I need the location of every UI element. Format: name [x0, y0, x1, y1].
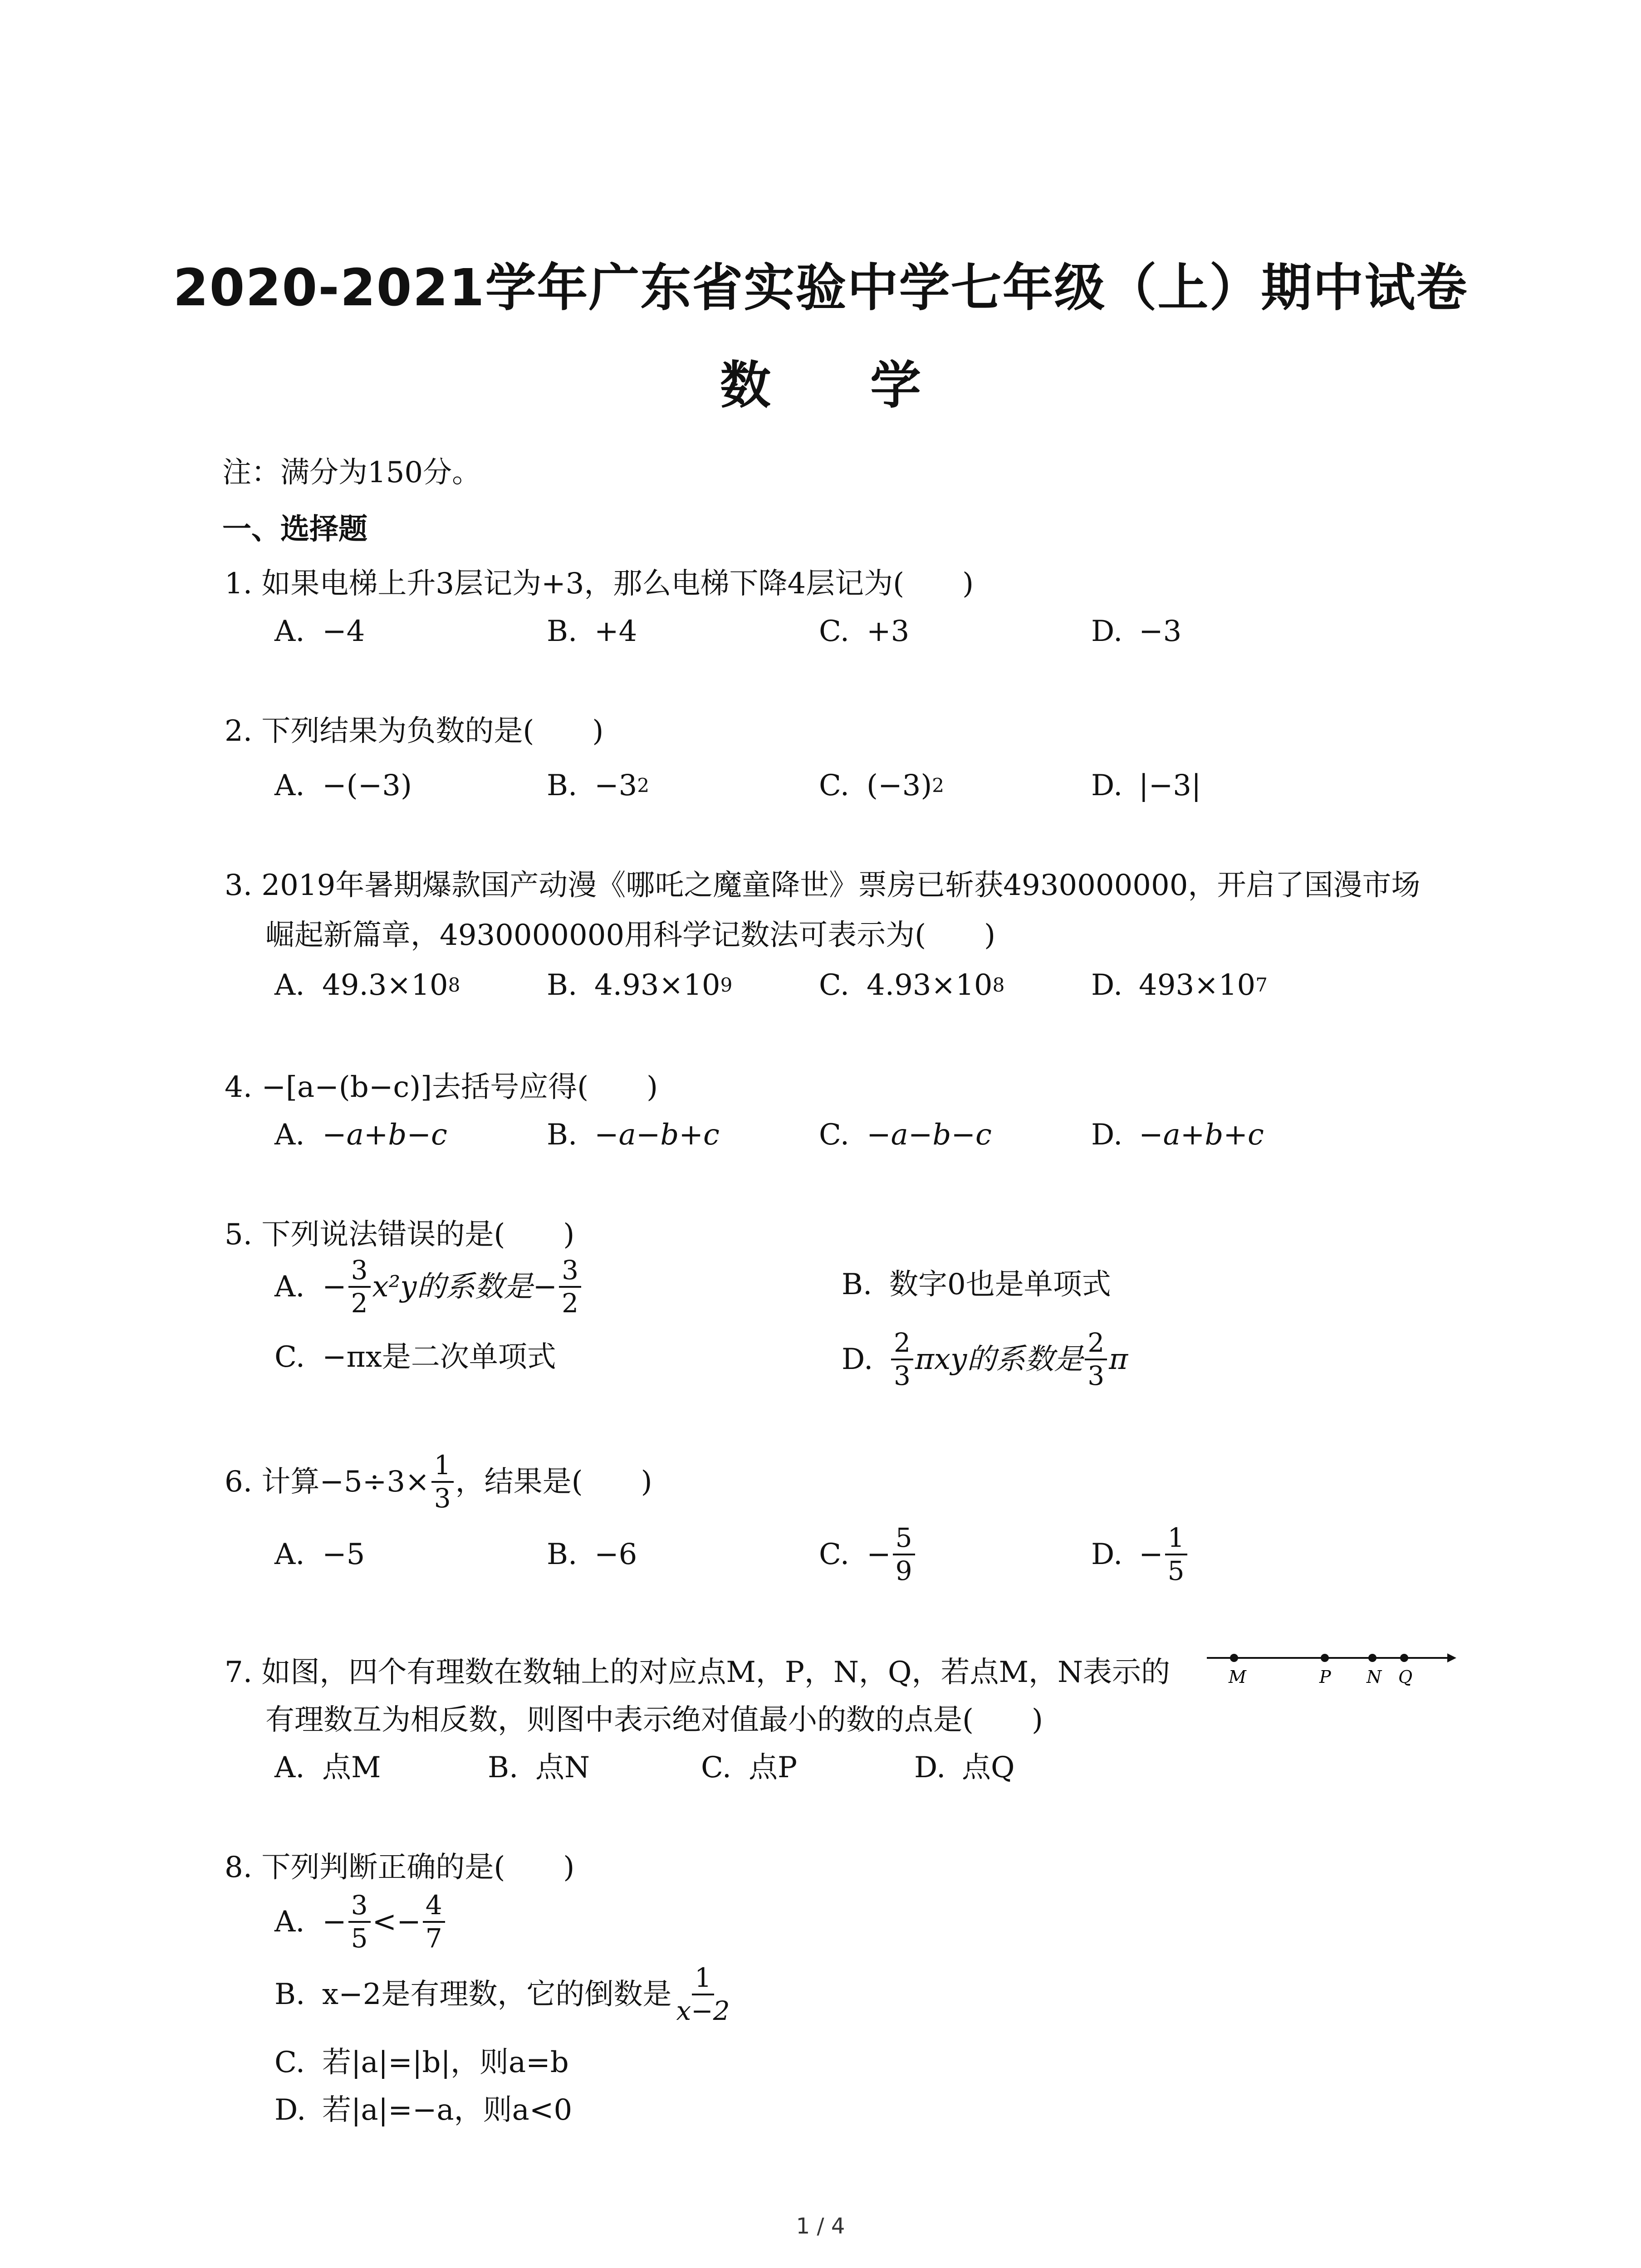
q3-option-a: A. 49.3×10 8	[274, 968, 460, 1002]
q8-option-a: A. − $\frac{3}{5}$ <− $\frac{4}{7}$	[274, 1892, 447, 1952]
q4-option-c: C. −a−b−c	[819, 1118, 992, 1152]
q2-option-a: A. −(−3)	[274, 769, 412, 802]
q4-option-d: D. −a+b+c	[1091, 1118, 1264, 1152]
number-line-figure	[1202, 1642, 1456, 1692]
subject-title: 数 学	[720, 356, 962, 415]
point-q	[1400, 1654, 1408, 1662]
question-4-stem: 4. −[a−(b−c)]去括号应得( )	[225, 1070, 658, 1104]
score-note: 注：满分为150分。	[222, 456, 481, 489]
q8-option-d: D. 若|a|=−a，则a<0	[274, 2093, 573, 2127]
question-8-stem: 8. 下列判断正确的是( )	[225, 1851, 575, 1884]
label-q: Q	[1398, 1667, 1413, 1687]
exam-title: 2020-2021学年广东省实验中学七年级（上）期中试卷	[173, 259, 1468, 318]
question-3-stem-line1: 3. 2019年暑期爆款国产动漫《哪吒之魔童降世》票房已斩获4930000000，开启了国漫市场	[225, 869, 1421, 902]
page-number: 1 / 4	[796, 2214, 845, 2239]
question-6-stem: 6. 计算−5÷3× $\frac{1}{3}$ ，结果是( )	[225, 1450, 652, 1514]
section-heading: 一、选择题	[222, 513, 367, 546]
point-n	[1368, 1654, 1376, 1662]
q1-option-d: D. −3	[1091, 615, 1182, 648]
question-2-stem: 2. 下列结果为负数的是( )	[225, 714, 604, 748]
label-p: P	[1319, 1667, 1331, 1687]
q3-option-c: C. 4.93×10 8	[819, 968, 1005, 1002]
q5-option-c: C. −πx是二次单项式	[274, 1340, 556, 1374]
number-line-arrow	[1447, 1653, 1456, 1662]
q3-option-d: D. 493×10 7	[1091, 968, 1268, 1002]
q5-option-b: B. 数字0也是单项式	[842, 1268, 1111, 1301]
point-m	[1230, 1654, 1238, 1662]
q6-option-b: B. −6	[547, 1538, 637, 1571]
q5-option-a: A. − $\frac{3}{2}$ x²y的系数是− $\frac{3}{2}$	[274, 1256, 583, 1317]
q1-option-a: A. −4	[274, 615, 365, 648]
q7-option-c: C. 点P	[701, 1751, 798, 1784]
question-7-stem-line1: 7. 如图，四个有理数在数轴上的对应点M，P，N，Q，若点M，N表示的	[225, 1656, 1170, 1689]
question-1-stem: 1. 如果电梯上升3层记为+3，那么电梯下降4层记为( )	[225, 567, 974, 601]
q4-option-b: B. −a−b+c	[547, 1118, 720, 1152]
q3-option-b: B. 4.93×10 9	[547, 968, 733, 1002]
question-3-stem-line2: 崛起新篇章，4930000000用科学记数法可表示为( )	[265, 919, 996, 952]
q7-option-b: B. 点N	[488, 1751, 590, 1784]
q8-option-c: C. 若|a|=|b|，则a=b	[274, 2046, 569, 2079]
q2-option-d: D. |−3|	[1091, 769, 1201, 802]
q6-option-a: A. −5	[274, 1538, 365, 1571]
q4-option-a: A. −a+b−c	[274, 1118, 447, 1152]
q1-option-b: B. +4	[547, 615, 637, 648]
q5-option-d: D. $\frac{2}{3}$ πxy的系数是 $\frac{2}{3}$ π	[842, 1327, 1128, 1391]
label-m: M	[1229, 1667, 1246, 1687]
q6-option-d: D. − $\frac{1}{5}$	[1091, 1524, 1189, 1585]
q8-option-b: B. x−2是有理数，它的倒数是 $\frac{1}{x-2}$	[274, 1962, 730, 2026]
q1-option-c: C. +3	[819, 615, 910, 648]
question-7-stem-line2: 有理数互为相反数，则图中表示绝对值最小的数的点是( )	[265, 1703, 1043, 1737]
q7-option-a: A. 点M	[274, 1751, 381, 1784]
q2-option-b: B. −3 2	[547, 769, 650, 802]
point-p	[1321, 1654, 1329, 1662]
question-5-stem: 5. 下列说法错误的是( )	[225, 1218, 575, 1251]
q2-option-c: C. (−3) 2	[819, 769, 945, 802]
label-n: N	[1367, 1667, 1382, 1687]
q7-option-d: D. 点Q	[914, 1751, 1015, 1784]
q6-option-c: C. − $\frac{5}{9}$	[819, 1524, 917, 1585]
